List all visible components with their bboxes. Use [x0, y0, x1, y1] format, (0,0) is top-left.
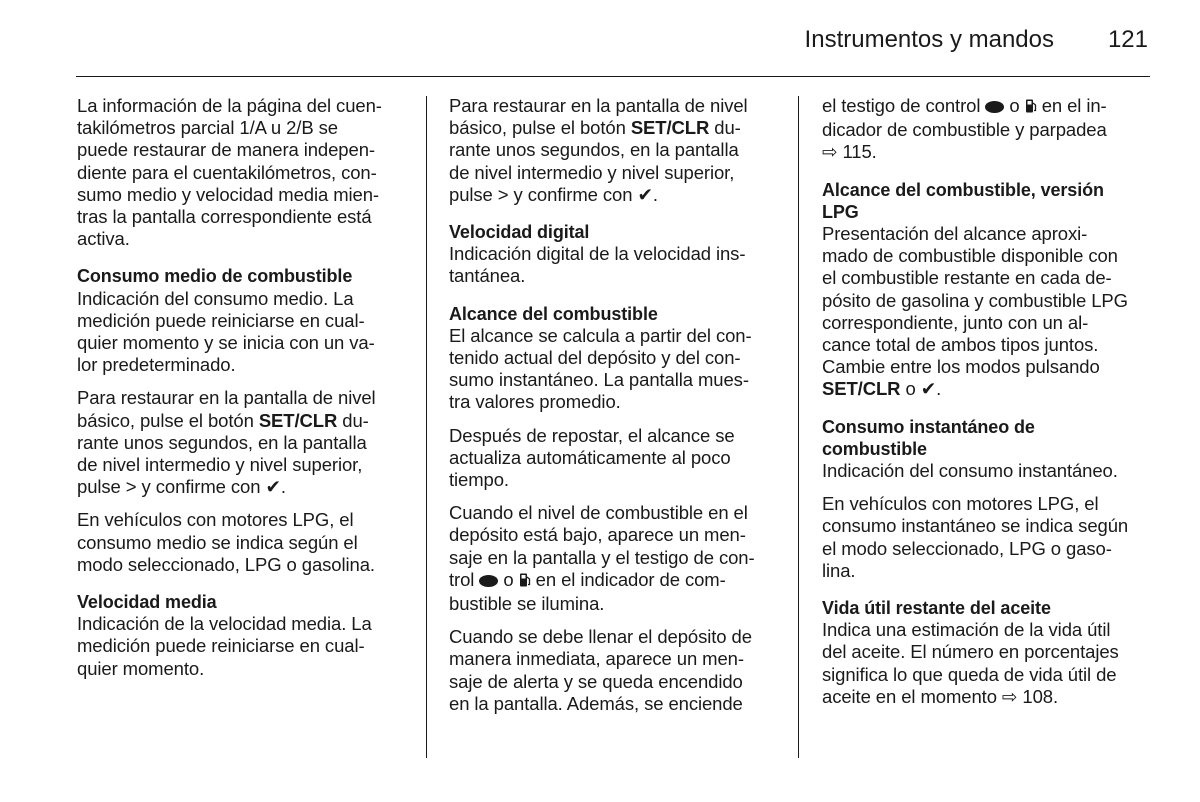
- fuel-pump-icon: [1025, 97, 1037, 119]
- section-alcance: Alcance del combustible El alcance se calcula a partir del con- tenido actual del depósito y del con- sumo instantáneo. La pantalla mues- tra valores promedio.: [449, 303, 752, 413]
- subheading: Vida útil restante del aceite: [822, 598, 1051, 619]
- chevron-right-icon: >: [497, 183, 509, 205]
- warning-lamp-icon: [985, 101, 1004, 113]
- section-title: Instrumentos y mandos: [804, 26, 1054, 53]
- column-divider: [798, 96, 799, 758]
- checkmark-icon: ✔: [637, 183, 653, 205]
- section-consumo-instantaneo: Consumo instantáneo de combustible Indicación del consumo instantáneo.: [822, 416, 1118, 482]
- paragraph: Después de repostar, el alcance se actualiza automáticamente al poco tiempo.: [449, 424, 735, 491]
- subheading: Alcance del combustible: [449, 303, 658, 324]
- warning-lamp-icon: [479, 575, 498, 587]
- page-number: 121: [1107, 26, 1148, 53]
- subheading: Velocidad digital: [449, 222, 590, 243]
- column-1: [77, 95, 382, 691]
- section-consumo-medio: Consumo medio de combustible Indicación del consumo medio. La medición puede reiniciarse en cual- quier momento y se inicia con un va- lor predeterminado.: [77, 266, 375, 376]
- chevron-right-icon: >: [125, 476, 137, 498]
- column-divider: [426, 96, 427, 758]
- set-clr-label: SET/CLR: [822, 378, 901, 400]
- page-reference-arrow-icon: ⇨: [822, 141, 838, 163]
- paragraph: Para restaurar en la pantalla de nivel básico, pulse el botón SET/CLR du- rante unos segundos, en la pantalla de nivel intermedio y nivel superior, pulse > y confirme con ✔.: [449, 95, 748, 205]
- set-clr-label: SET/CLR: [630, 117, 710, 139]
- paragraph: Cuando el nivel de combustible en el depósito está bajo, aparece un men- saje en la pantalla y el testigo de con- trol o en el indicador de com- bustible se ilumina.: [449, 502, 755, 615]
- column-2: [449, 95, 755, 726]
- checkmark-icon: ✔: [265, 476, 281, 498]
- fuel-pump-icon: [519, 571, 531, 593]
- set-clr-label: SET/CLR: [258, 409, 338, 431]
- subheading: Velocidad media: [77, 592, 217, 613]
- paragraph: En vehículos con motores LPG, el consumo medio se indica según el modo seleccionado, LPG o gasolina.: [77, 509, 375, 575]
- column-3: [822, 95, 1128, 719]
- page-reference: 115.: [842, 141, 877, 163]
- subheading: Consumo instantáneo de: [822, 416, 1035, 437]
- paragraph: el testigo de control o en el in- dicador de combustible y parpadea ⇨ 115.: [822, 95, 1107, 163]
- subheading: Alcance del combustible, versión: [822, 179, 1104, 200]
- subheading: Consumo medio de combustible: [77, 266, 353, 287]
- paragraph: La información de la página del cuen- takilómetros parcial 1/A u 2/B se puede restaurar de manera indepen- diente para el cuentakilómetros, con- sumo medio y velocidad media mien- tras la pantalla correspondiente está activa.: [77, 95, 382, 250]
- checkmark-icon: ✔: [920, 378, 937, 400]
- paragraph: En vehículos con motores LPG, el consumo instantáneo se indica según el modo seleccionado, LPG o gaso- lina.: [822, 493, 1129, 581]
- subheading: LPG: [822, 201, 859, 222]
- section-velocidad-media: Velocidad media Indicación de la velocidad media. La medición puede reiniciarse en cual- quier momento.: [77, 592, 372, 679]
- paragraph: Para restaurar en la pantalla de nivel básico, pulse el botón SET/CLR du- rante unos segundos, en la pantalla de nivel intermedio y nivel superior, pulse > y confirme con ✔.: [77, 387, 376, 498]
- section-alcance-lpg: Alcance del combustible, versión LPG Presentación del alcance aproxi- mado de combustible disponible con el combustible restante en cada de- pósito de gasolina y combustible LPG correspondiente, junto con un al- cance total de ambos tipos juntos. Cambie entre los modos pulsando SET/CLR o ✔.: [822, 179, 1128, 400]
- section-velocidad-digital: Velocidad digital Indicación digital de la velocidad ins- tantánea.: [449, 222, 746, 287]
- subheading: combustible: [822, 438, 927, 459]
- page-reference: 108.: [1022, 685, 1058, 707]
- paragraph: Cuando se debe llenar el depósito de manera inmediata, aparece un men- saje de alerta y se queda encendido en la pantalla. Además, se enciende: [449, 626, 752, 714]
- section-vida-aceite: Vida útil restante del aceite Indica una estimación de la vida útil del aceite. El número en porcentajes significa lo que queda de vida útil de aceite en el momento ⇨ 108.: [822, 598, 1119, 707]
- header-rule: [76, 76, 1150, 77]
- page-reference-arrow-icon: ⇨: [1001, 685, 1018, 707]
